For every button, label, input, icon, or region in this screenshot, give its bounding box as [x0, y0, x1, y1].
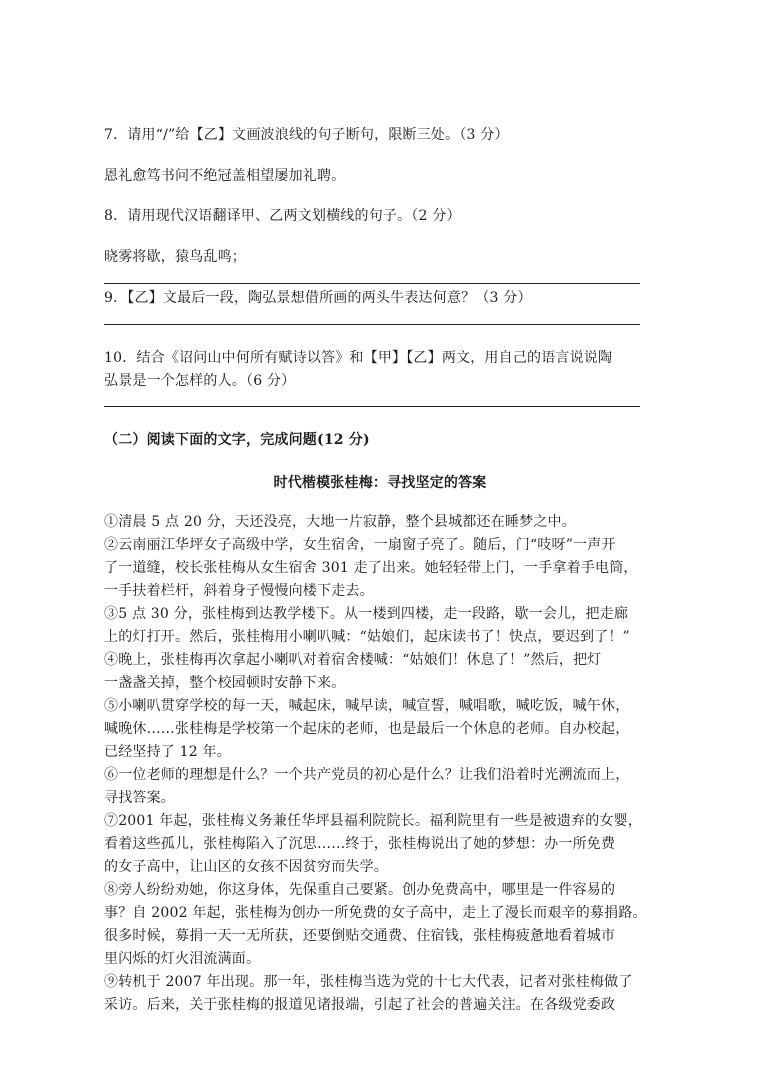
article-line: 寻找答案。 — [104, 790, 175, 806]
article-line: 上的灯打开。然后，张桂梅用小喇叭喊：“姑娘们，起床读书了！快点，要迟到了！” — [104, 629, 630, 645]
question-7-sentence: 恩礼愈笃书问不绝冠盖相望屡加礼聘。 — [104, 168, 346, 184]
article-line: 采访。后来，关于张桂梅的报道见诸报端，引起了社会的普遍关注。在各级党委政 — [104, 997, 616, 1013]
article-line: 已经坚持了 12 年。 — [104, 744, 231, 760]
question-8: 8．请用现代汉语翻译甲、乙两文划横线的句子。（2 分） — [104, 208, 461, 224]
question-7: 7．请用“/”给【乙】文画波浪线的句子断句，限断三处。（3 分） — [104, 127, 509, 143]
article-line: ⑧旁人纷纷劝她，你这身体，先保重自己要紧。创办免费高中，哪里是一件容易的 — [104, 882, 616, 898]
article-line: 里闪烁的灯火泪流满面。 — [104, 951, 261, 967]
article-line: 喊晚休……张桂梅是学校第一个起床的老师，也是最后一个休息的老师。自办校起， — [104, 721, 630, 737]
question-10-line-2: 弘景是一个怎样的人。（6 分） — [104, 373, 296, 389]
article-line: 一盏盏关掉，整个校园顿时安静下来。 — [104, 675, 346, 691]
article-line: ⑥一位老师的理想是什么？一个共产党员的初心是什么？让我们沿着时光溯流而上， — [104, 767, 630, 783]
article-line: ①清晨 5 点 20 分，天还没亮，大地一片寂静，整个县城都还在睡梦之中。 — [104, 514, 576, 530]
answer-line-10 — [104, 406, 640, 407]
article-line: 看着这些孤儿，张桂梅陷入了沉思……终于，张桂梅说出了她的梦想：办一所免费 — [104, 836, 616, 852]
article-line: ⑨转机于 2007 年出现。那一年，张桂梅当选为党的十七大代表，记者对张桂梅做了 — [104, 974, 633, 990]
article-line: 一手扶着栏杆，斜着身子慢慢向楼下走去。 — [104, 583, 374, 599]
article-line: ②云南丽江华坪女子高级中学，女生宿舍，一扇窗子亮了。随后，门“吱呀”一声开 — [104, 537, 616, 553]
answer-line-8 — [104, 283, 640, 284]
question-10-line-1: 10．结合《诏问山中何所有赋诗以答》和【甲】【乙】两文，用自己的语言说说陶 — [104, 350, 613, 366]
section-heading: （二）阅读下面的文字，完成问题(12 分) — [104, 432, 370, 448]
article-line: ③5 点 30 分，张桂梅到达教学楼下。从一楼到四楼，走一段路，歇一会儿，把走廊 — [104, 606, 629, 622]
article-line: 的女子高中，让山区的女孩不因贫穷而失学。 — [104, 859, 388, 875]
article-line: 事？自 2002 年起，张桂梅为创办一所免费的女子高中，走上了漫长而艰辛的募捐路。 — [104, 905, 647, 921]
question-8-sentence: 晓雾将歇，猿鸟乱鸣； — [104, 249, 246, 265]
question-9: 9．【乙】文最后一段，陶弘景想借所画的两头牛表达何意？（3 分） — [104, 290, 532, 306]
answer-line-9 — [104, 324, 640, 325]
article-line: ④晚上，张桂梅再次拿起小喇叭对着宿舍楼喊：“姑娘们！休息了！”然后，把灯 — [104, 652, 602, 668]
article-line: 了一道缝，校长张桂梅从女生宿舍 301 走了出来。她轻轻带上门，一手拿着手电筒， — [104, 560, 638, 576]
article-line: ⑤小喇叭贯穿学校的每一天，喊起床，喊早读，喊宣誓，喊唱歌，喊吃饭，喊午休， — [104, 698, 630, 714]
article-title: 时代楷模张桂梅：寻找坚定的答案 — [273, 475, 487, 491]
article-line: ⑦2001 年起，张桂梅义务兼任华坪县福利院院长。福利院里有一些是被遗弃的女婴， — [104, 813, 643, 829]
article-line: 很多时候，募捐一天一无所获，还要倒贴交通费、住宿钱，张桂梅疲惫地看着城市 — [104, 928, 616, 944]
